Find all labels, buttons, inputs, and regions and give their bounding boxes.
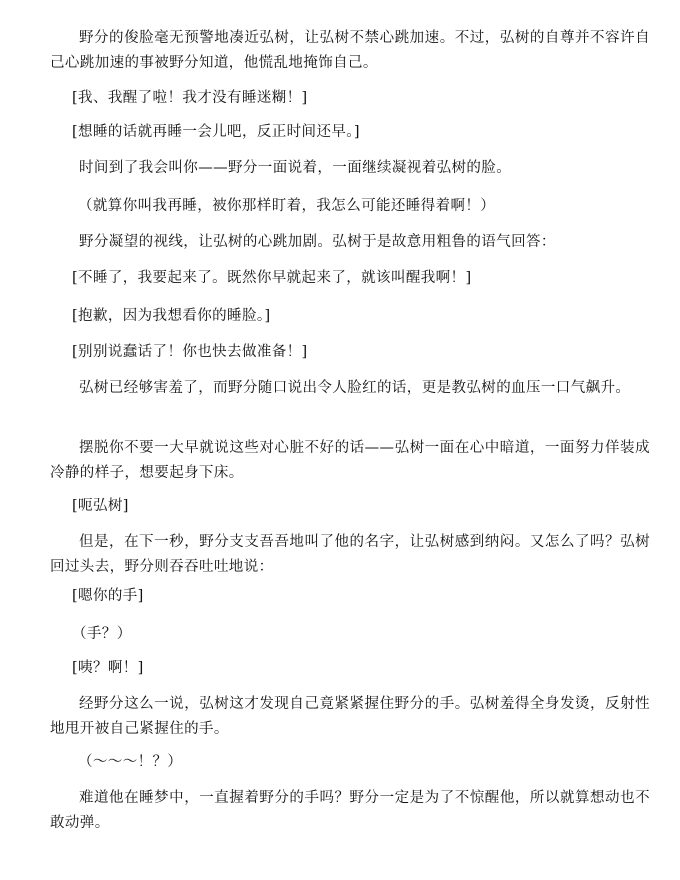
paragraph-call-you: 时间到了我会叫你——野分一面说着，一面继续凝视着弘树的脸。 — [79, 160, 512, 176]
dialogue-huh: [咦？啊！] — [72, 660, 144, 676]
paragraph-next-second: 但是，在下一秒，野分支支吾吾地叫了他的名字，让弘树感到纳闷。又怎么了吗？弘树回过头去，野分则吞吞吐吐地说： — [50, 534, 650, 575]
inner-thought-staring: （就算你叫我再睡，被你那样盯着，我怎么可能还睡得着啊！） — [78, 198, 496, 214]
paragraph-blood-pressure: 弘树已经够害羞了，而野分随口说出令人脸红的话，更是教弘树的血压一口气飙升。 — [79, 380, 631, 396]
dialogue-awake: [我、我醒了啦！我才没有睡迷糊！] — [72, 90, 308, 106]
dialogue-nonsense: [别别说蠢话了！你也快去做准备！] — [72, 344, 308, 360]
paragraph-get-out-of-bed: 摆脱你不要一大早就说这些对心脏不好的话——弘树一面在心中暗道，一面努力佯装成冷静的样子，想要起身下床。 — [50, 440, 650, 481]
paragraph-holding-hand: 经野分这么一说，弘树这才发现自己竟紧紧握住野分的手。弘树羞得全身发烫，反射性地甩开被自己紧握住的手。 — [50, 696, 650, 737]
paragraph-1: 野分的俊脸毫无预警地凑近弘树，让弘树不禁心跳加速。不过，弘树的自尊并不容许自己心跳加速的事被野分知道，他慌乱地掩饰自己。 — [50, 30, 650, 71]
inner-thought-hand: （手？） — [72, 626, 132, 642]
dialogue-sleep-more: [想睡的话就再睡一会儿吧，反正时间还早。] — [72, 124, 360, 140]
paragraph-asleep: 难道他在睡梦中，一直握着野分的手吗？野分一定是为了不惊醒他，所以就算想动也不敢动弹。 — [50, 790, 650, 831]
dialogue-your-hand: [嗯你的手] — [72, 588, 144, 604]
dialogue-sorry: [抱歉，因为我想看你的睡脸。] — [72, 308, 271, 324]
dialogue-get-up: [不睡了，我要起来了。既然你早就起来了，就该叫醒我啊！] — [72, 270, 472, 286]
inner-thought-embarrassed: （～～～！？） — [78, 754, 183, 770]
paragraph-gaze: 野分凝望的视线，让弘树的心跳加剧。弘树于是故意用粗鲁的语气回答： — [79, 234, 556, 250]
dialogue-hiroki: [呃弘树] — [72, 498, 129, 514]
